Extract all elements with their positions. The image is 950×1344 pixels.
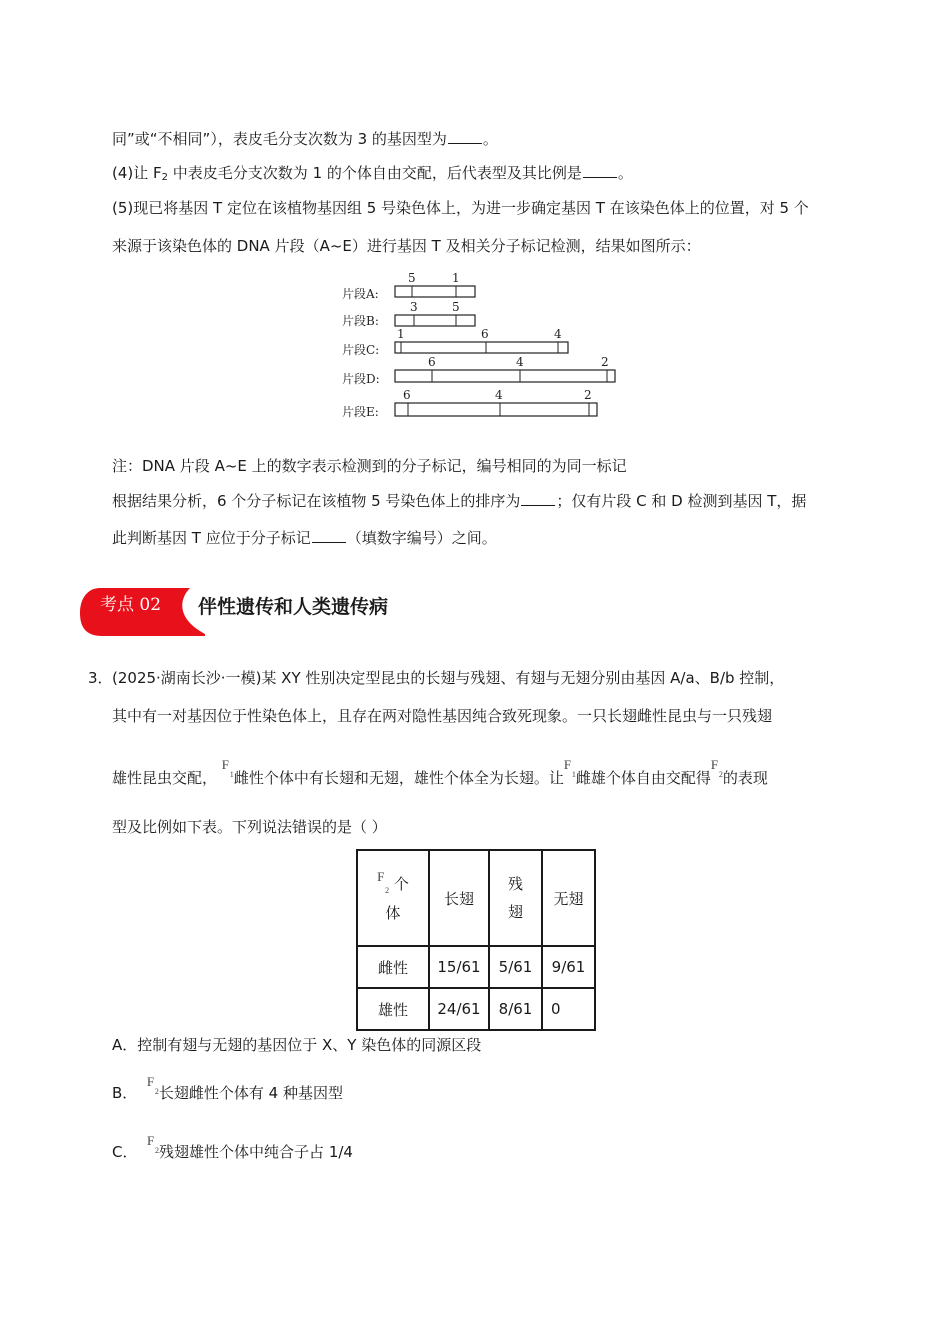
row-label-male: 雄性: [357, 988, 429, 1030]
marker-label: 5: [452, 300, 460, 314]
option-a-letter: A．: [112, 1036, 138, 1054]
marker-label: 5: [408, 271, 416, 285]
fragment-label-c: 片段C:: [342, 343, 380, 357]
f1-symbol: F 1: [221, 757, 234, 779]
q4-post: 中表皮毛分支次数为 1 的个体自由交配，后代表型及其比例是: [168, 164, 582, 182]
marker-label: 4: [554, 327, 562, 341]
table-cell: 24/61: [429, 988, 489, 1030]
q5-line2: 来源于该染色体的 DNA 片段（A~E）进行基因 T 及相关分子标记检测，结果如图所示：: [112, 237, 701, 255]
table-cell: 15/61: [429, 946, 489, 988]
table-cell: 5/61: [489, 946, 542, 988]
option-c-letter: C．: [112, 1143, 138, 1161]
f2-phenotype-table: [356, 849, 596, 1031]
marker-label: 2: [601, 355, 609, 369]
q3-line3-c: 雌雄个体自由交配得: [575, 769, 711, 787]
table-header-row: [357, 850, 595, 946]
section-badge-label: 考点 02: [100, 595, 162, 615]
marker-label: 4: [516, 355, 524, 369]
f2-symbol: F 2: [710, 757, 723, 779]
fragment-bar-a: [395, 286, 475, 297]
table-cell: 9/61: [542, 946, 595, 988]
q3-line3: [112, 757, 768, 789]
col-header-wingless: 无翅: [542, 850, 595, 946]
table-row: [357, 988, 595, 1030]
f1-symbol: F 1: [563, 757, 576, 779]
answer-blank[interactable]: [448, 129, 482, 144]
option-b-text: 长翅雌性个体有 4 种基因型: [158, 1084, 343, 1102]
option-a[interactable]: [112, 1035, 481, 1055]
fragment-bar-e: [395, 403, 597, 416]
q3-line2: 其中有一对基因位于性染色体上，且存在两对隐性基因纯合致死现象。一只长翅雌性昆虫与一只残翅: [112, 707, 773, 725]
q2-line1: [112, 129, 498, 149]
table-row: [357, 946, 595, 988]
q5-line1: (5)现已将基因 T 定位在该植物基因组 5 号染色体上，为进一步确定基因 T 在该染色体上的位置，对 5 个: [112, 199, 809, 217]
fragment-label-a: 片段A:: [342, 287, 379, 301]
table-cell: 8/61: [489, 988, 542, 1030]
answer-blank[interactable]: [521, 491, 555, 506]
fragment-bar-b: [395, 315, 475, 326]
col-header-long-wing: 长翅: [429, 850, 489, 946]
marker-label: 1: [452, 271, 460, 285]
marker-label: 6: [428, 355, 436, 369]
punct: 。: [482, 130, 498, 148]
f2-symbol: F 2: [147, 1133, 160, 1155]
analysis-line1: [112, 491, 806, 511]
analysis-line2: [112, 528, 497, 548]
option-c[interactable]: [112, 1133, 353, 1163]
table-cell: 0: [542, 988, 595, 1030]
marker-label: 2: [584, 388, 592, 402]
section-title: 伴性遗传和人类遗传病: [198, 596, 389, 618]
q4-sub: 2: [161, 172, 169, 183]
answer-blank[interactable]: [583, 163, 617, 178]
col-header-vestigial-wing: 残 翅: [489, 850, 542, 946]
marker-label: 3: [410, 300, 418, 314]
analysis2-pre: 此判断基因 T 应位于分子标记: [112, 529, 311, 547]
q3-line3-a: 雄性昆虫交配，: [112, 769, 218, 787]
marker-label: 6: [403, 388, 411, 402]
q3-line3-d: 的表现: [722, 769, 768, 787]
q3-number: 3．: [88, 669, 113, 687]
table-header-cell: F 2 个 体: [357, 850, 429, 946]
diagram-note: 注：DNA 片段 A~E 上的数字表示检测到的分子标记，编号相同的为同一标记: [112, 457, 627, 475]
row-label-female: 雌性: [357, 946, 429, 988]
fragment-bar-c: [395, 342, 568, 353]
q4-line: [112, 163, 633, 188]
marker-label: 1: [397, 327, 405, 341]
option-b-letter: B．: [112, 1084, 138, 1102]
f2-symbol: F 2: [146, 1074, 159, 1096]
q4-pre: (4)让 F: [112, 164, 162, 182]
punct: 。: [617, 164, 633, 182]
marker-label: 4: [495, 388, 503, 402]
fragment-label-d: 片段D:: [342, 372, 380, 386]
analysis-post: ；仅有片段 C 和 D 检测到基因 T，据: [556, 492, 807, 510]
fragment-label-b: 片段B:: [342, 314, 379, 328]
answer-blank[interactable]: [312, 528, 346, 543]
q3-line1: (2025·湖南长沙·一模)某 XY 性别决定型昆虫的长翅与残翅、有翅与无翅分别由基因 A/a、B/b 控制，: [112, 669, 785, 687]
option-b[interactable]: [112, 1074, 343, 1104]
analysis2-post: （填数字编号）之间。: [346, 529, 497, 547]
fragment-bar-d: [395, 370, 615, 382]
q3-line4: 型及比例如下表。下列说法错误的是（ ）: [112, 818, 387, 836]
dna-fragment-diagram: [340, 268, 630, 424]
q2-line1-text: 同”或“不相同”），表皮毛分支次数为 3 的基因型为: [112, 130, 447, 148]
fragment-label-e: 片段E:: [342, 405, 379, 419]
marker-label: 6: [481, 327, 489, 341]
q3-line3-b: 雌性个体中有长翅和无翅，雄性个体全为长翅。让: [233, 769, 564, 787]
option-a-text: 控制有翅与无翅的基因位于 X、Y 染色体的同源区段: [137, 1036, 482, 1054]
analysis-pre: 根据结果分析，6 个分子标记在该植物 5 号染色体上的排序为: [112, 492, 521, 510]
option-c-text: 残翅雄性个体中纯合子占 1/4: [159, 1143, 353, 1161]
